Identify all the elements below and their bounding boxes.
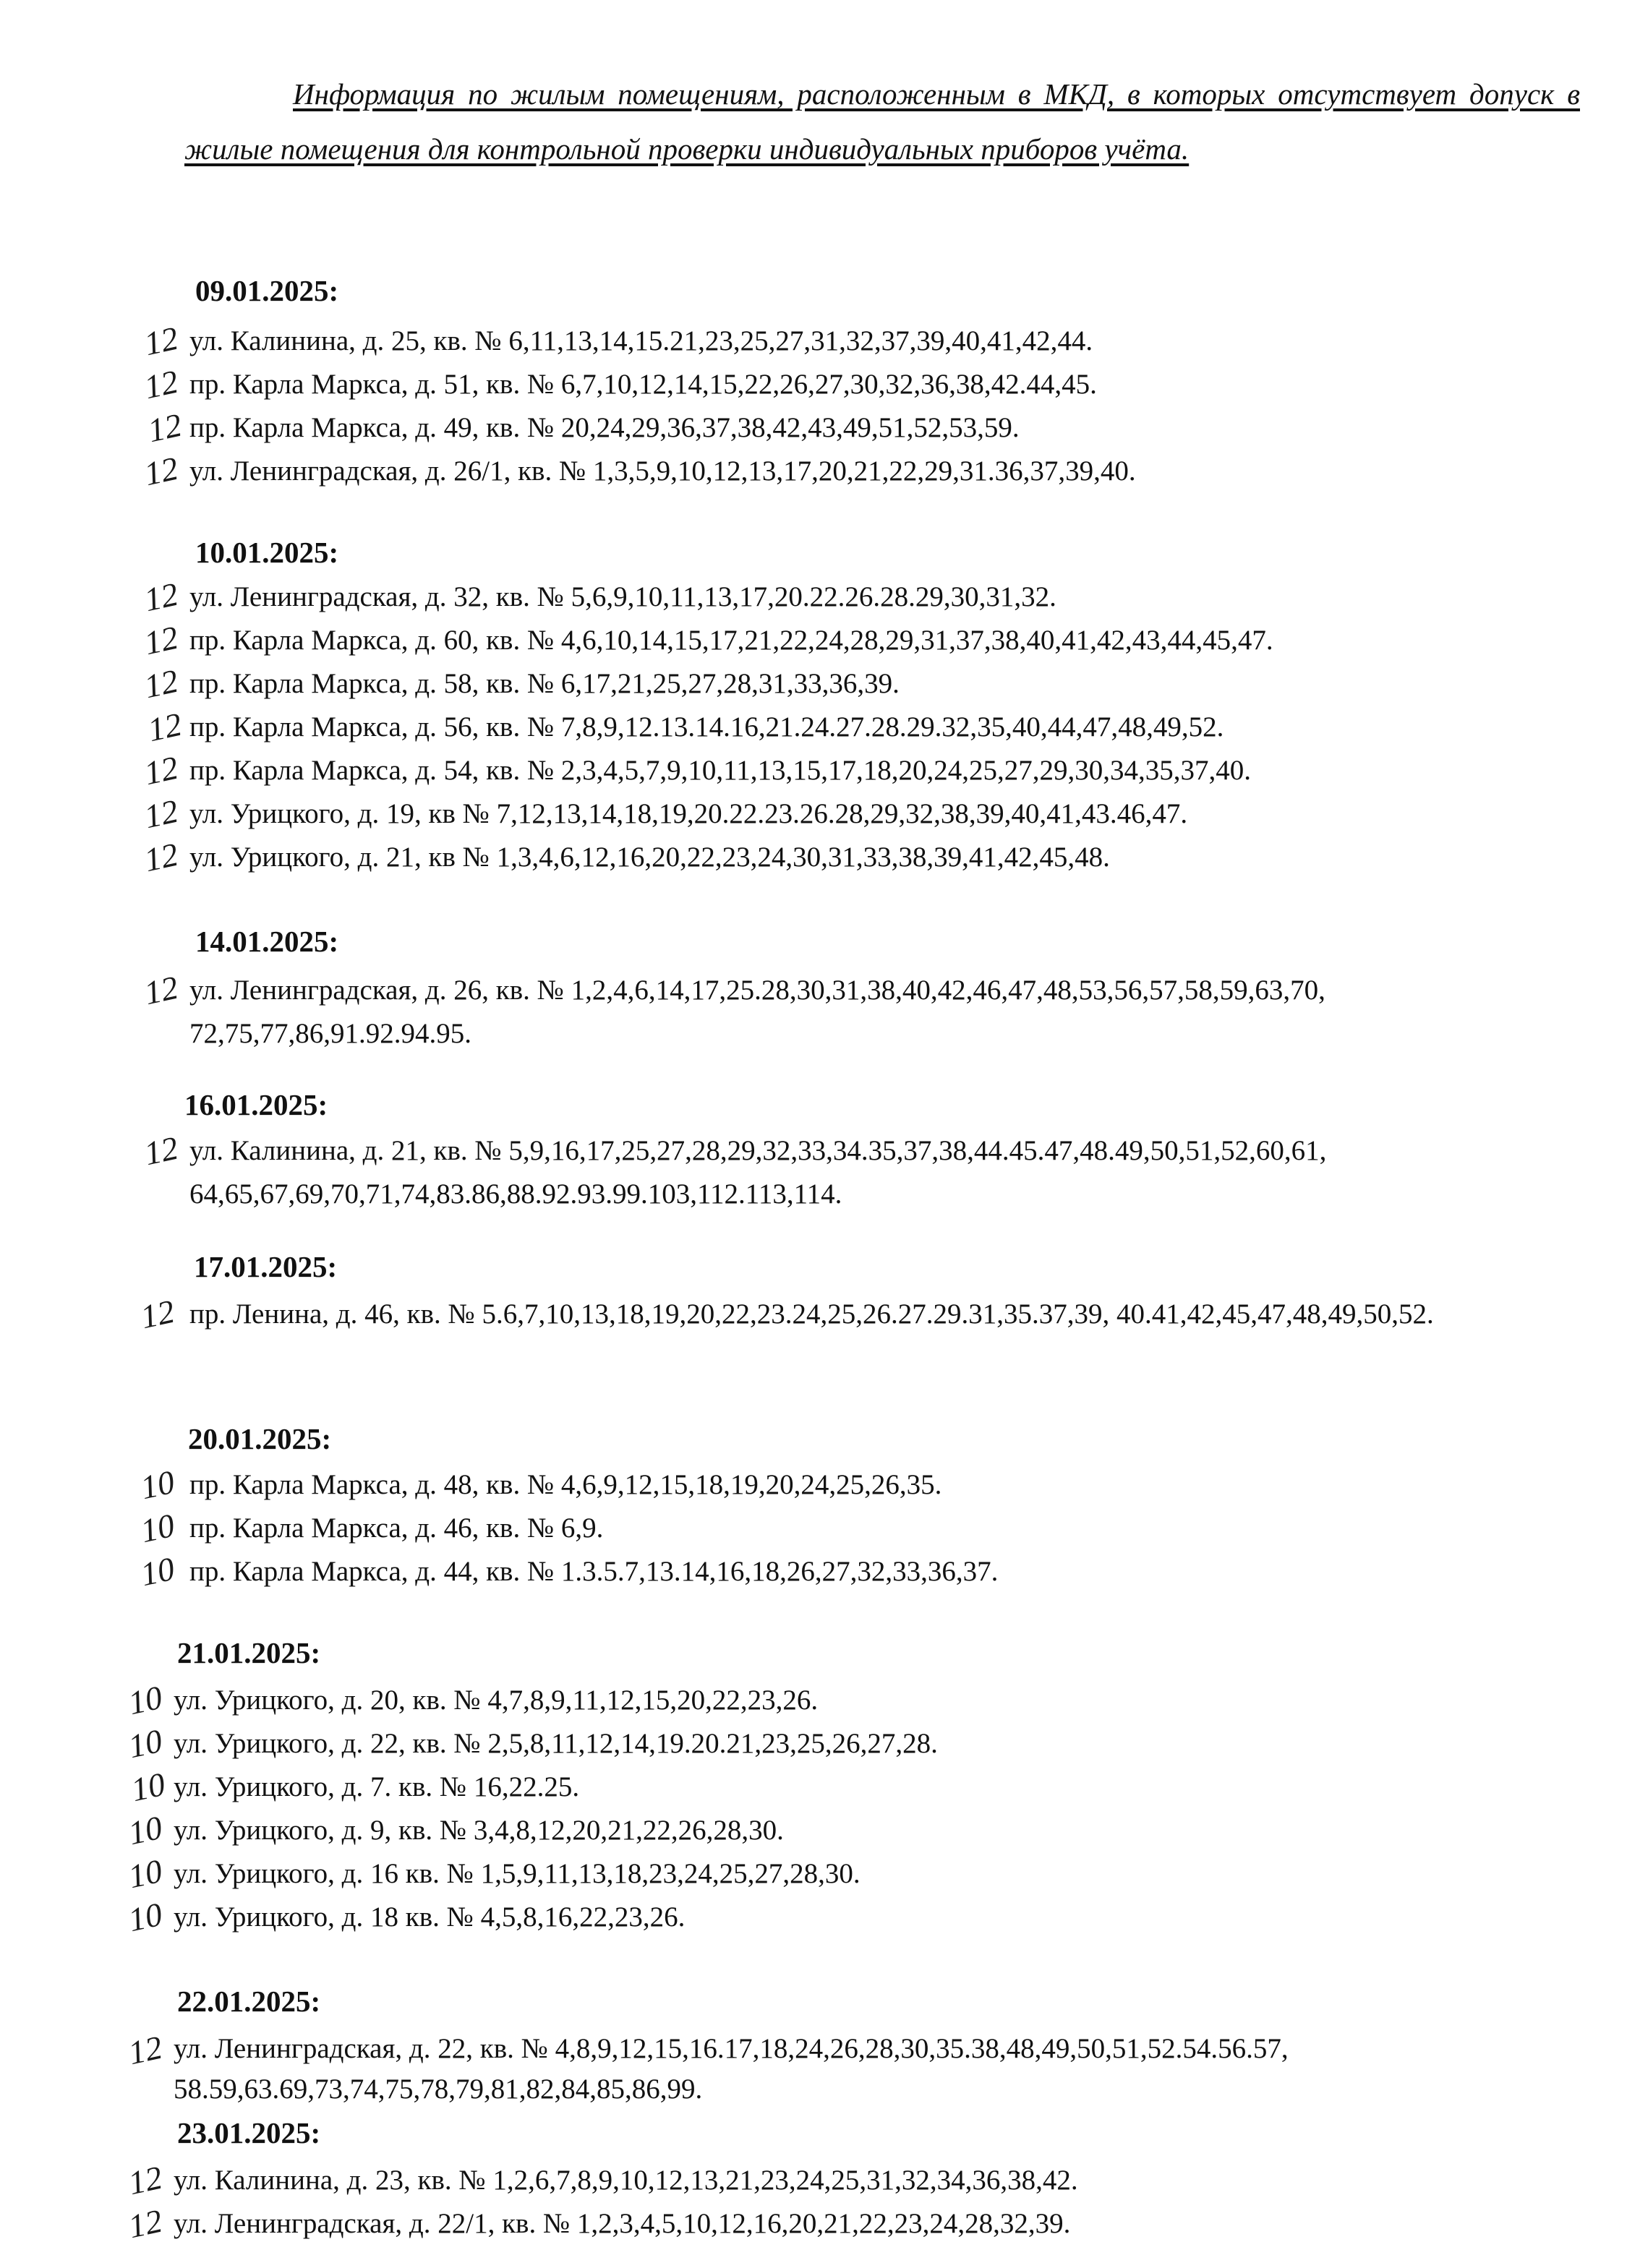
- section-date: 16.01.2025:: [184, 1088, 328, 1121]
- handwritten-mark: 12: [125, 2028, 166, 2072]
- handwritten-mark: 12: [125, 2158, 166, 2202]
- handwritten-mark: 10: [125, 1852, 166, 1896]
- address-line: пр. Карла Маркса, д. 54, кв. № 2,3,4,5,7,9,10,11,13,15,17,18,20,24,25,27,29,30,34,35,37,40.: [189, 755, 1251, 786]
- handwritten-mark: 12: [141, 835, 182, 879]
- address-line: ул. Урицкого, д. 7. кв. № 16,22.25.: [174, 1771, 580, 1802]
- address-line: ул. Урицкого, д. 19, кв № 7,12,13,14,18,19,20.22.23.26.28,29,32,38,39,40,41,43.46,47.: [189, 798, 1188, 829]
- handwritten-mark: 10: [137, 1506, 178, 1550]
- handwritten-mark: 12: [141, 968, 182, 1012]
- handwritten-mark: 10: [125, 1808, 166, 1852]
- address-line: ул. Ленинградская, д. 22, кв. № 4,8,9,12,15,16.17,18,24,26,28,30,35.38,48,49,50,51,52.54.56.57, 58.59,63.69,73,74,75,78,79,81,82,84,85,86,99.: [174, 2033, 1289, 2105]
- address-line: ул. Урицкого, д. 20, кв. № 4,7,8,9,11,12,15,20,22,23,26.: [174, 1685, 819, 1716]
- address-line: ул. Ленинградская, д. 26/1, кв. № 1,3,5,9,10,12,13,17,20,21,22,29,31.36,37,39,40.: [189, 455, 1136, 487]
- handwritten-mark: 12: [141, 319, 182, 363]
- handwritten-mark: 10: [125, 1721, 166, 1766]
- section-date: 09.01.2025:: [195, 274, 339, 307]
- address-line: ул. Ленинградская, д. 22/1, кв. № 1,2,3,4,5,10,12,16,20,21,22,23,24,28,32,39.: [174, 2208, 1071, 2239]
- address-line: ул. Калинина, д. 25, кв. № 6,11,13,14,15.21,23,25,27,31,32,37,39,40,41,42,44.: [189, 325, 1093, 356]
- handwritten-mark: 12: [141, 792, 182, 836]
- section-date: 23.01.2025:: [177, 2116, 321, 2149]
- address-line: ул. Урицкого, д. 22, кв. № 2,5,8,11,12,14,19.20.21,23,25,26,27,28.: [174, 1728, 938, 1759]
- handwritten-mark: 12: [141, 362, 182, 406]
- address-line: ул. Урицкого, д. 9, кв. № 3,4,8,12,20,21,22,26,28,30.: [174, 1815, 784, 1846]
- address-line: ул. Урицкого, д. 18 кв. № 4,5,8,16,22,23,26.: [174, 1901, 686, 1933]
- address-line: ул. Урицкого, д. 21, кв № 1,3,4,6,12,16,20,22,23,24,30,31,33,38,39,41,42,45,48.: [189, 842, 1110, 873]
- handwritten-mark: 12: [141, 618, 182, 662]
- handwritten-mark: 10: [125, 1895, 166, 1939]
- address-line: пр. Карла Маркса, д. 56, кв. № 7,8,9,12.13.14.16,21.24.27.28.29.32,35,40,44,47,48,49,52.: [189, 711, 1224, 743]
- address-line: ул. Ленинградская, д. 32, кв. № 5,6,9,10,11,13,17,20.22.26.28.29,30,31,32.: [189, 581, 1056, 612]
- handwritten-mark: 12: [141, 748, 182, 792]
- handwritten-mark: 12: [141, 449, 182, 493]
- address-line: пр. Карла Маркса, д. 58, кв. № 6,17,21,25,27,28,31,33,36,39.: [189, 668, 900, 699]
- address-line: пр. Карла Маркса, д. 51, кв. № 6,7,10,12,14,15,22,26,27,30,32,36,38,42.44,45.: [189, 369, 1097, 400]
- handwritten-mark: 12: [141, 575, 182, 619]
- handwritten-mark: 12: [145, 406, 185, 450]
- section-date: 21.01.2025:: [177, 1636, 321, 1669]
- handwritten-mark: 12: [145, 705, 185, 749]
- handwritten-mark: 10: [137, 1463, 178, 1507]
- handwritten-mark: 12: [125, 2201, 166, 2246]
- section-date: 14.01.2025:: [195, 925, 339, 958]
- address-line: ул. Калинина, д. 21, кв. № 5,9,16,17,25,27,28,29,32,33,34.35,37,38,44.45.47,48.49,50,51,52,60,61, 64,65,67,69,70,71,74,83.86,88.92.93.99.103,112.113,114.: [189, 1135, 1327, 1210]
- address-line: пр. Карла Маркса, д. 49, кв. № 20,24,29,36,37,38,42,43,49,51,52,53,59.: [189, 412, 1020, 443]
- handwritten-mark: 10: [128, 1765, 168, 1809]
- address-line: пр. Карла Маркса, д. 48, кв. № 4,6,9,12,15,18,19,20,24,25,26,35.: [189, 1469, 942, 1500]
- handwritten-mark: 12: [141, 1129, 182, 1173]
- address-line: пр. Карла Маркса, д. 46, кв. № 6,9.: [189, 1512, 604, 1544]
- handwritten-mark: 12: [137, 1292, 178, 1336]
- address-line: ул. Урицкого, д. 16 кв. № 1,5,9,11,13,18,23,24,25,27,28,30.: [174, 1858, 861, 1889]
- handwritten-mark: 10: [137, 1549, 178, 1593]
- address-line: ул. Калинина, д. 23, кв. № 1,2,6,7,8,9,10,12,13,21,23,24,25,31,32,34,36,38,42.: [174, 2165, 1078, 2196]
- address-line: пр. Карла Маркса, д. 60, кв. № 4,6,10,14,15,17,21,22,24,28,29,31,37,38,40,41,42,43,44,45,47.: [189, 625, 1273, 656]
- address-line: пр. Ленина, д. 46, кв. № 5.6,7,10,13,18,19,20,22,23.24,25,26.27.29.31,35.37,39, 40.41,42,45,47,48,49,50,52.: [189, 1298, 1434, 1330]
- section-date: 22.01.2025:: [177, 1985, 321, 2018]
- document-title: Информация по жилым помещениям, расположенным в МКД, в которых отсутствует допуск в жилые помещения для контрольной проверки индивидуальных приборов учёта.: [184, 77, 1580, 166]
- address-line: пр. Карла Маркса, д. 44, кв. № 1.3.5.7,13.14,16,18,26,27,32,33,36,37.: [189, 1556, 999, 1587]
- address-line: ул. Ленинградская, д. 26, кв. № 1,2,4,6,14,17,25.28,30,31,38,40,42,46,47,48,53,56,57,58,59,63,70, 72,75,77,86,91.92.94.95.: [189, 975, 1325, 1049]
- section-date: 10.01.2025:: [195, 536, 339, 569]
- handwritten-mark: 10: [125, 1678, 166, 1722]
- handwritten-mark: 12: [141, 662, 182, 706]
- section-date: 20.01.2025:: [188, 1422, 332, 1455]
- section-date: 17.01.2025:: [194, 1250, 338, 1283]
